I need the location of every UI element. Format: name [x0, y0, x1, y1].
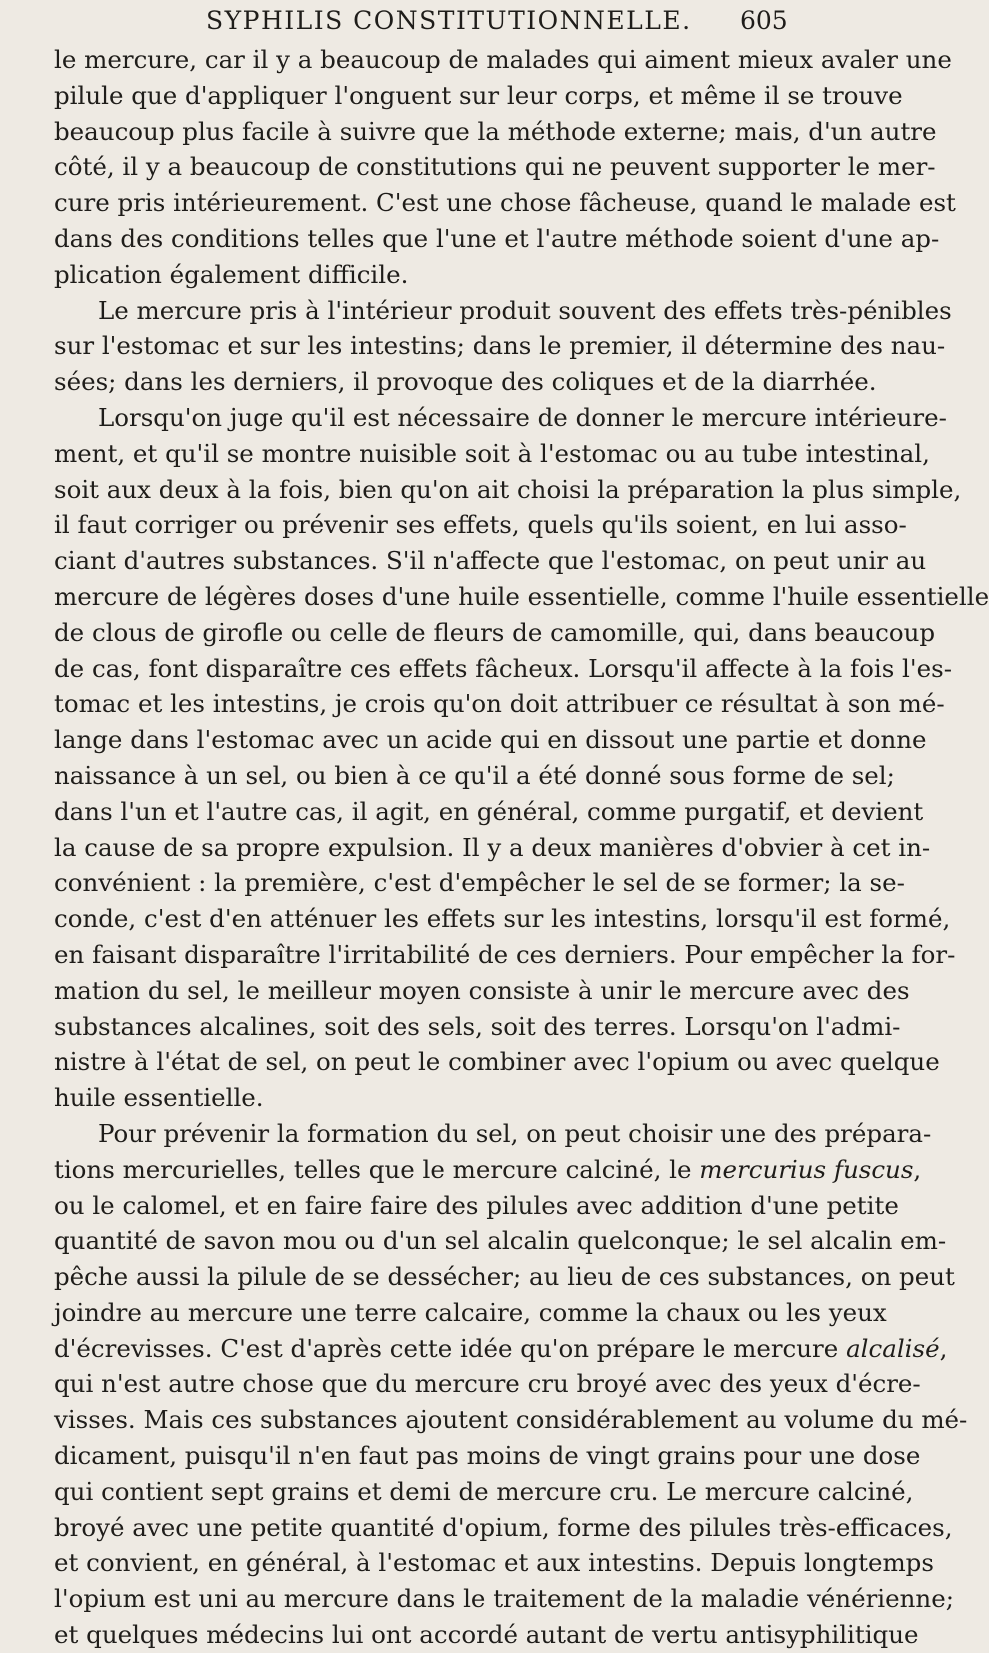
text-line: côté, il y a beaucoup de constitutions qui ne peuvent supporter le mer-	[54, 152, 936, 182]
text-line: tomac et les intestins, je crois qu'on doit attribuer ce résultat à son mé-	[54, 689, 945, 719]
text-line: visses. Mais ces substances ajoutent considérablement au volume du mé-	[54, 1405, 968, 1435]
text-line: l'opium est uni au mercure dans le traitement de la maladie vénérienne;	[54, 1584, 954, 1614]
text-line: sées; dans les derniers, il provoque des coliques et de la diarrhée.	[54, 367, 877, 397]
italic-term: alcalisé	[846, 1333, 940, 1363]
text-line: tions mercurielles, telles que le mercure calciné, le mercurius fuscus,	[54, 1154, 922, 1184]
text-line: et quelques médecins lui ont accordé autant de vertu antisyphilitique	[54, 1620, 919, 1650]
text-line: il faut corriger ou prévenir ses effets, quels qu'ils soient, en lui asso-	[54, 510, 907, 540]
page-number: 605	[740, 6, 788, 35]
text-line: convénient : la première, c'est d'empêcher le sel de se former; la se-	[54, 868, 905, 898]
text-line: en faisant disparaître l'irritabilité de ces derniers. Pour empêcher la for-	[54, 939, 956, 969]
text-line: ment, et qu'il se montre nuisible soit à l'estomac ou au tube intestinal,	[54, 438, 930, 468]
text-line: la cause de sa propre expulsion. Il y a deux manières d'obvier à cet in-	[54, 832, 931, 862]
text-line: qui n'est autre chose que du mercure cru broyé avec des yeux d'écre-	[54, 1369, 921, 1399]
text-line: cure pris intérieurement. C'est une chose fâcheuse, quand le malade est	[54, 188, 956, 218]
text-line: d'écrevisses. C'est d'après cette idée qu'on prépare le mercure alcalisé,	[54, 1333, 948, 1363]
italic-term: mercurius fuscus	[699, 1154, 914, 1184]
text-line: sur l'estomac et sur les intestins; dans le premier, il détermine des nau-	[54, 331, 946, 361]
text-line: qui contient sept grains et demi de mercure cru. Le mercure calciné,	[54, 1476, 914, 1506]
text-line: substances alcalines, soit des sels, soit des terres. Lorsqu'on l'admi-	[54, 1011, 901, 1041]
text-line: Le mercure pris à l'intérieur produit souvent des effets très-pénibles	[98, 295, 952, 325]
text-line: Lorsqu'on juge qu'il est nécessaire de donner le mercure intérieure-	[98, 402, 947, 432]
text-line: et convient, en général, à l'estomac et aux intestins. Depuis longtemps	[54, 1548, 934, 1578]
text-line: plication également difficile.	[54, 259, 409, 289]
text-line: Pour prévenir la formation du sel, on peut choisir une des prépara-	[98, 1118, 932, 1148]
text-line: joindre au mercure une terre calcaire, comme la chaux ou les yeux	[54, 1297, 887, 1327]
text-line: nistre à l'état de sel, on peut le combiner avec l'opium ou avec quelque	[54, 1047, 940, 1077]
text-line: quantité de savon mou ou d'un sel alcalin quelconque; le sel alcalin em-	[54, 1226, 947, 1256]
text-line: pilule que d'appliquer l'onguent sur leur corps, et même il se trouve	[54, 80, 903, 110]
page-header	[0, 6, 800, 40]
text-line: dans des conditions telles que l'une et l'autre méthode soient d'une ap-	[54, 223, 940, 253]
text-line: de cas, font disparaître ces effets fâcheux. Lorsqu'il affecte à la fois l'es-	[54, 653, 952, 683]
text-line: broyé avec une petite quantité d'opium, forme des pilules très-efficaces,	[54, 1512, 953, 1542]
text-line: ou le calomel, et en faire faire des pilules avec addition d'une petite	[54, 1190, 899, 1220]
text-line: naissance à un sel, ou bien à ce qu'il a été donné sous forme de sel;	[54, 760, 895, 790]
text-line: mercure de légères doses d'une huile essentielle, comme l'huile essentielle	[54, 581, 989, 611]
running-title: SYPHILIS CONSTITUTIONNELLE.	[206, 6, 692, 35]
text-line: mation du sel, le meilleur moyen consiste à unir le mercure avec des	[54, 975, 910, 1005]
text-line: conde, c'est d'en atténuer les effets sur les intestins, lorsqu'il est formé,	[54, 904, 951, 934]
text-line: dicament, puisqu'il n'en faut pas moins de vingt grains pour une dose	[54, 1441, 921, 1471]
text-line: ciant d'autres substances. S'il n'affecte que l'estomac, on peut unir au	[54, 546, 927, 576]
text-line: huile essentielle.	[54, 1083, 264, 1113]
text-line: de clous de girofle ou celle de fleurs de camomille, qui, dans beaucoup	[54, 617, 936, 647]
text-line: dans l'un et l'autre cas, il agit, en général, comme purgatif, et devient	[54, 796, 924, 826]
text-line: beaucoup plus facile à suivre que la méthode externe; mais, d'un autre	[54, 116, 937, 146]
text-line: lange dans l'estomac avec un acide qui en dissout une partie et donne	[54, 725, 927, 755]
text-line: pêche aussi la pilule de se dessécher; au lieu de ces substances, on peut	[54, 1262, 955, 1292]
text-line: soit aux deux à la fois, bien qu'on ait choisi la préparation la plus simple,	[54, 474, 962, 504]
body-text	[54, 42, 989, 1653]
text-line: le mercure, car il y a beaucoup de malades qui aiment mieux avaler une	[54, 45, 952, 74]
